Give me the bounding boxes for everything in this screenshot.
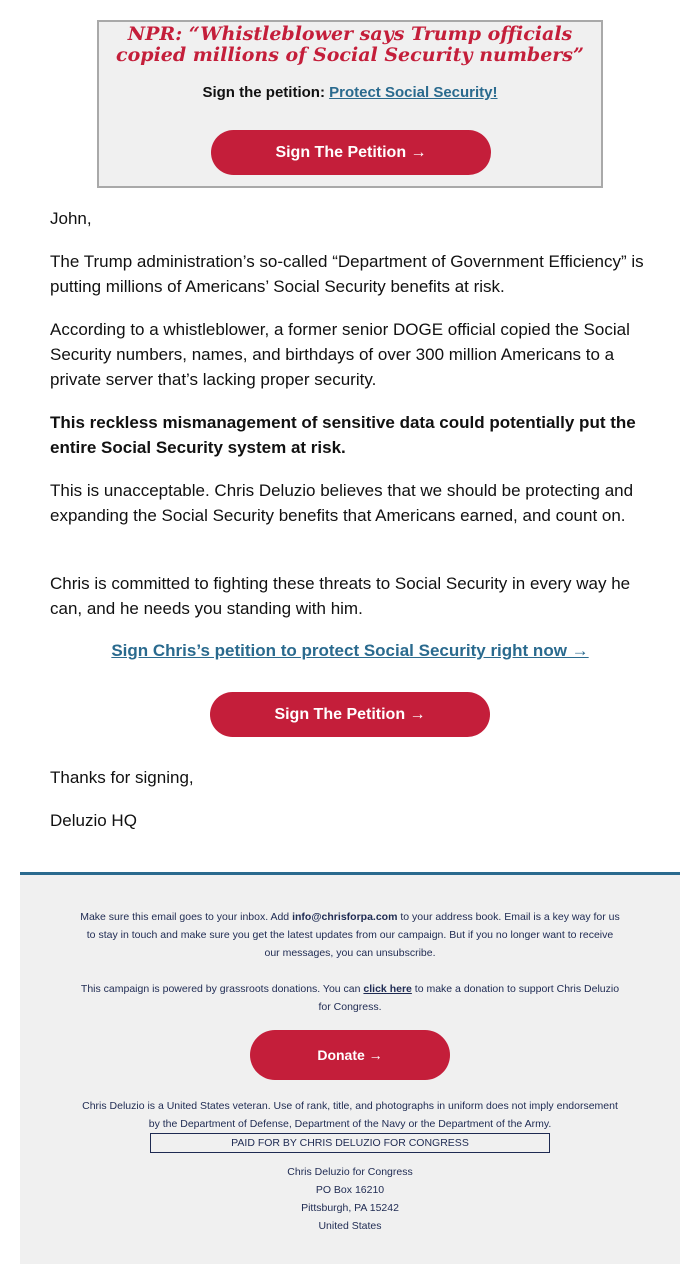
donation-notice-post: to make a donation to support Chris Deluzio for Congress. (318, 983, 620, 1013)
contact-email: info@chrisforpa.com (292, 911, 398, 923)
paragraph-4: This is unacceptable. Chris Deluzio believes that we should be protecting and expanding the Social Security benefits that Americans earned, and count on. (50, 481, 634, 525)
sign-petition-button-mid[interactable]: Sign The Petition → (210, 692, 490, 737)
donation-notice-pre: This campaign is powered by grassroots donations. You can (80, 983, 364, 995)
veteran-disclaimer: Chris Deluzio is a United States veteran. Use of rank, title, and photographs in uniform does not imply endorsement by the Department of Defense, Department of the Navy or the Department of the Army. (82, 1100, 618, 1130)
sign-petition-prefix: Sign the petition: (202, 84, 330, 101)
greeting: John, (50, 209, 92, 228)
inbox-notice-post: to your address book. Email is a key way for us to stay in touch and make sure you get the latest updates from our campaign. But if you no longer want to receive our messages, you can unsubscribe. (86, 911, 620, 959)
inbox-notice-pre: Make sure this email goes to your inbox. Add (80, 911, 293, 923)
address-line-4: United States (318, 1220, 382, 1232)
npr-headline: NPR: “Whistleblower says Trump officials copied millions of Social Security numbers” (116, 23, 584, 66)
address-line-3: Pittsburgh, PA 15242 (301, 1202, 399, 1214)
sign-petition-text-link[interactable]: Sign Chris’s petition to protect Social Security right now → (111, 641, 589, 660)
paragraph-3-bold: This reckless mismanagement of sensitive data could potentially put the entire Social Security system at risk. (50, 413, 636, 457)
address-line-1: Chris Deluzio for Congress (287, 1166, 413, 1178)
donation-notice (80, 980, 620, 1016)
paragraph-5: Chris is committed to fighting these threats to Social Security in every way he can, and he needs you standing with him. (50, 574, 631, 618)
paragraph-1: The Trump administration’s so-called “Department of Government Efficiency” is putting millions of Americans’ Social Security benefits at risk. (50, 252, 644, 296)
mailing-address (20, 1163, 680, 1235)
donation-click-here-link[interactable]: click here (363, 983, 412, 995)
signature: Deluzio HQ (50, 811, 137, 830)
thanks-line: Thanks for signing, (50, 768, 194, 787)
sign-petition-line (99, 84, 601, 101)
inbox-notice (80, 908, 620, 962)
address-line-2: PO Box 16210 (315, 1184, 385, 1196)
protect-social-security-link[interactable]: Protect Social Security! (329, 84, 498, 101)
paid-for-box: PAID FOR BY CHRIS DELUZIO FOR CONGRESS (150, 1133, 550, 1153)
sign-petition-button-top[interactable]: Sign The Petition → (211, 130, 491, 175)
donate-button[interactable]: Donate → (250, 1030, 450, 1080)
footer (20, 872, 680, 1264)
petition-banner (97, 20, 603, 188)
paragraph-2: According to a whistleblower, a former senior DOGE official copied the Social Security numbers, names, and birthdays of over 300 million Americans to a private server that’s lacking proper security. (50, 320, 630, 389)
